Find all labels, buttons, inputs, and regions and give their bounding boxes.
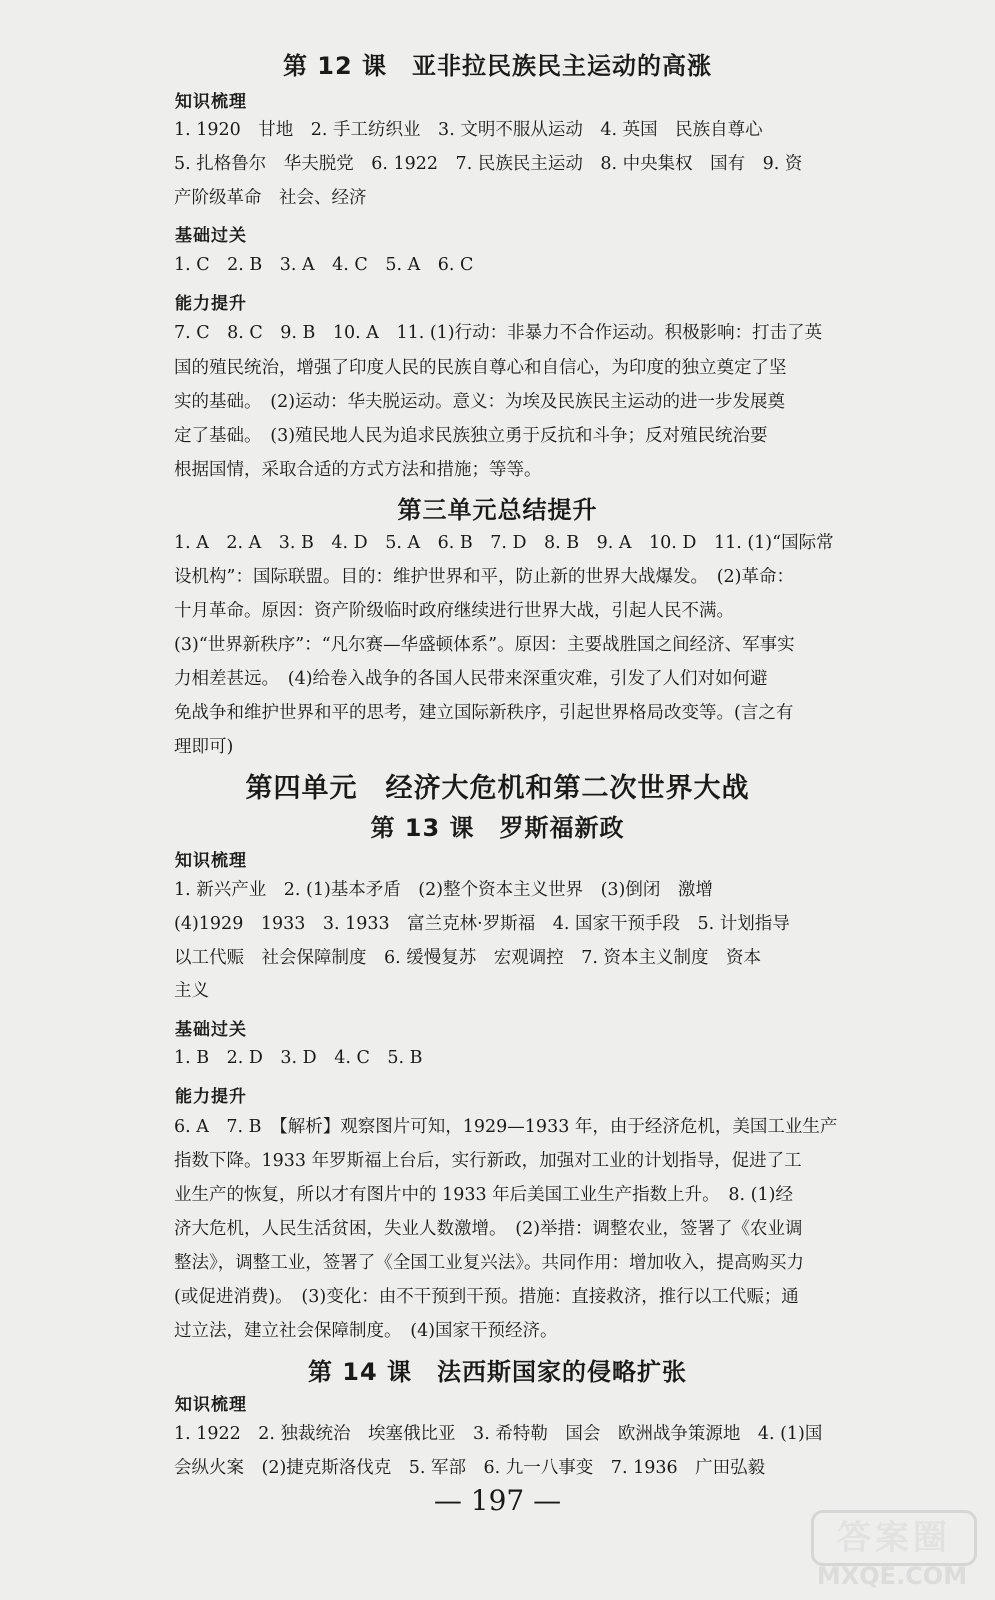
lesson13-knowledge-label: 知识梳理 <box>175 851 247 871</box>
watermark-url: MXQE.COM <box>816 1562 968 1590</box>
lesson12-knowledge-label: 知识梳理 <box>175 92 247 112</box>
lesson12-knowledge-line: 5. 扎格鲁尔 华夫脱党 6. 1922 7. 民族民主运动 8. 中央集权 国有 9. 资 <box>174 154 803 174</box>
lesson14-title: 第 14 课 法西斯国家的侵略扩张 <box>307 1358 688 1386</box>
lesson12-ability-line: 定了基础。 (3)殖民地人民为追求民族独立勇于反抗和斗争；反对殖民统治要 <box>174 426 768 446</box>
lesson13-basic-label: 基础过关 <box>175 1020 247 1040</box>
lesson12-title: 第 12 课 亚非拉民族民主运动的高涨 <box>282 52 713 80</box>
lesson12-basic-label: 基础过关 <box>175 226 247 246</box>
watermark <box>817 1508 987 1590</box>
lesson12-ability-label: 能力提升 <box>175 294 247 314</box>
unit3-line: (3)“世界新秩序”：“凡尔赛—华盛顿体系”。原因：主要战胜国之间经济、军事实 <box>174 635 795 655</box>
lesson12-knowledge-line: 产阶级革命 社会、经济 <box>174 188 367 208</box>
lesson13-ability-line: 过立法，建立社会保障制度。 (4)国家干预经济。 <box>174 1321 558 1341</box>
lesson13-knowledge-line: (4)1929 1933 3. 1933 富兰克林·罗斯福 4. 国家干预手段 5. 计划指导 <box>174 914 790 934</box>
unit3-summary-title: 第三单元总结提升 <box>397 496 598 524</box>
lesson12-ability-line: 实的基础。 (2)运动：华夫脱运动。意义：为埃及民族民主运动的进一步发展奠 <box>174 392 786 412</box>
lesson12-ability-line: 国的殖民统治，增强了印度人民的民族自尊心和自信心，为印度的独立奠定了坚 <box>174 358 787 378</box>
lesson13-ability-line: 指数下降。1933 年罗斯福上台后，实行新政，加强对工业的计划指导，促进了工 <box>174 1151 802 1171</box>
unit4-title: 第四单元 经济大危机和第二次世界大战 <box>245 773 750 804</box>
watermark-logo: 答案圈 <box>811 1510 977 1566</box>
lesson12-basic-line: 1. C 2. B 3. A 4. C 5. A 6. C <box>174 255 474 275</box>
lesson13-title: 第 13 课 罗斯福新政 <box>370 814 625 842</box>
lesson13-ability-line: (或促进消费)。 (3)变化：由不干预到干预。措施：直接救济，推行以工代赈；通 <box>174 1287 799 1307</box>
lesson13-knowledge-line: 主义 <box>174 981 209 1001</box>
lesson13-ability-line: 6. A 7. B 【解析】观察图片可知，1929—1933 年，由于经济危机，美国工业生产 <box>174 1117 838 1137</box>
lesson13-ability-line: 济大危机，人民生活贫困，失业人数激增。 (2)举措：调整农业，签署了《农业调 <box>174 1219 803 1239</box>
lesson12-ability-line: 7. C 8. C 9. B 10. A 11. (1)行动：非暴力不合作运动。积极影响：打击了英 <box>174 323 823 343</box>
lesson14-knowledge-line: 1. 1922 2. 独裁统治 埃塞俄比亚 3. 希特勒 国会 欧洲战争策源地 4. (1)国 <box>174 1424 823 1444</box>
lesson13-ability-line: 整法》，调整工业，签署了《全国工业复兴法》。共同作用：增加收入，提高购买力 <box>174 1253 804 1273</box>
lesson14-knowledge-label: 知识梳理 <box>175 1395 247 1415</box>
unit3-line: 设机构”：国际联盟。目的：维护世界和平，防止新的世界大战爆发。 (2)革命： <box>174 567 794 587</box>
unit3-line: 免战争和维护世界和平的思考，建立国际新秩序，引起世界格局改变等。(言之有 <box>174 703 794 723</box>
page-number: — 197 — <box>433 1484 562 1517</box>
lesson13-basic-line: 1. B 2. D 3. D 4. C 5. B <box>174 1048 423 1068</box>
lesson13-knowledge-line: 1. 新兴产业 2. (1)基本矛盾 (2)整个资本主义世界 (3)倒闭 激增 <box>174 880 713 900</box>
lesson12-knowledge-line: 1. 1920 甘地 2. 手工纺织业 3. 文明不服从运动 4. 英国 民族自尊心 <box>174 120 763 140</box>
lesson13-ability-label: 能力提升 <box>175 1087 247 1107</box>
unit3-line: 1. A 2. A 3. B 4. D 5. A 6. B 7. D 8. B 9. A 10. D 11. (1)“国际常 <box>174 533 834 553</box>
unit3-line: 十月革命。原因：资产阶级临时政府继续进行世界大战，引起人民不满。 <box>174 601 734 621</box>
unit3-line: 理即可) <box>174 737 234 757</box>
unit3-line: 力相差甚远。 (4)给卷入战争的各国人民带来深重灾难，引发了人们对如何避 <box>174 669 768 689</box>
lesson14-knowledge-line: 会纵火案 (2)捷克斯洛伐克 5. 军部 6. 九一八事变 7. 1936 广田弘毅 <box>174 1458 766 1478</box>
lesson13-knowledge-line: 以工代赈 社会保障制度 6. 缓慢复苏 宏观调控 7. 资本主义制度 资本 <box>174 948 762 968</box>
lesson12-ability-line: 根据国情，采取合适的方式方法和措施；等等。 <box>174 460 542 480</box>
lesson13-ability-line: 业生产的恢复，所以才有图片中的 1933 年后美国工业生产指数上升。 8. (1)经 <box>174 1185 793 1205</box>
